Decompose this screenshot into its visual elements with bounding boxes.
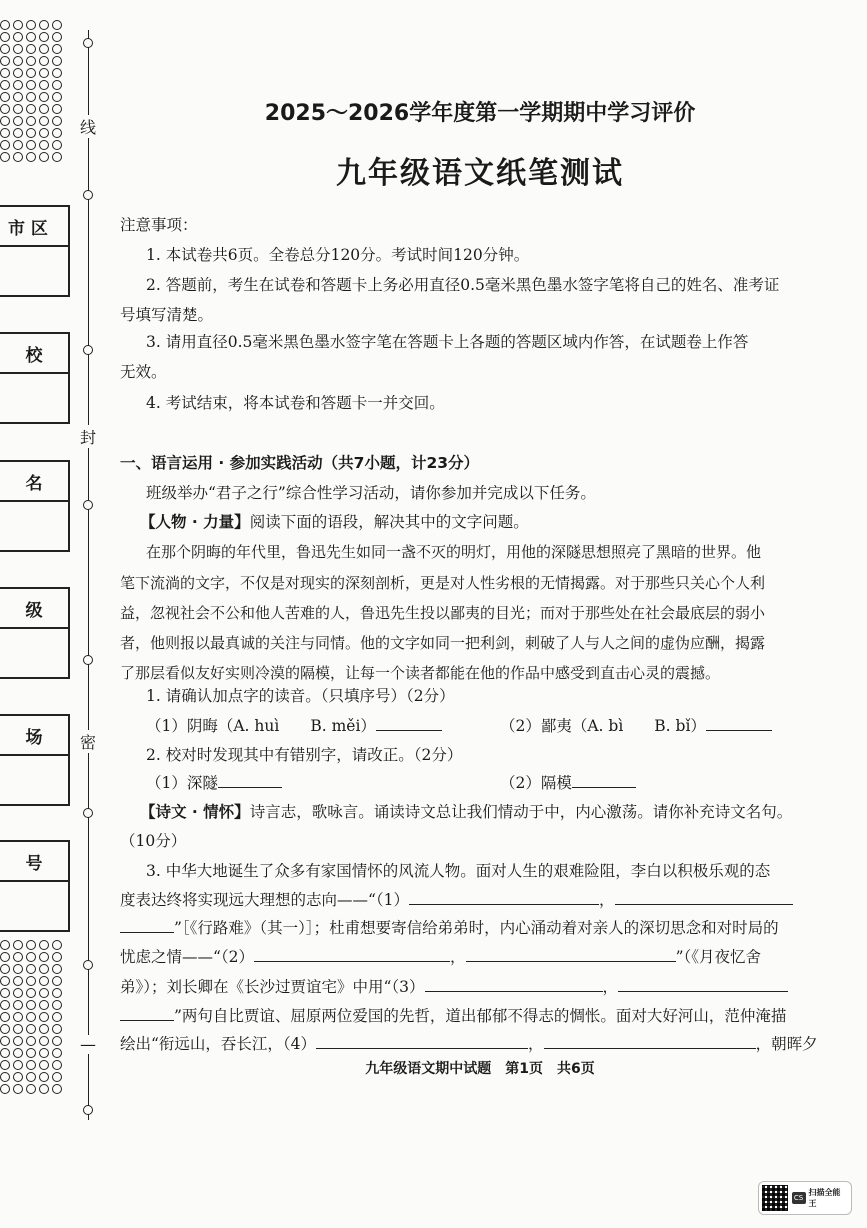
margin-dot [13,1072,23,1082]
margin-dot [0,1060,10,1070]
margin-dot [39,976,49,986]
margin-dot [0,1048,10,1058]
margin-dot [26,1012,36,1022]
page-footer: 九年级语文期中试题 第1页 共6页 [365,1061,595,1077]
q3-text: 忧虑之情——“（2） [120,948,255,966]
answer-blank[interactable] [120,914,174,933]
margin-dot [0,80,10,90]
margin-dot [0,1072,10,1082]
margin-dot [13,1048,23,1058]
section-intro: 班级举办“君子之行”综合性学习活动，请你参加并完成以下任务。 [146,484,596,502]
margin-dot [39,940,49,950]
task-tag: 【诗文 · 情怀】 [140,803,250,821]
passage-line: 笔下流淌的文字，不仅是对现实的深刻剖析，更是对人性劣根的无情揭露。对于那些只关心个人利 [120,574,766,592]
binding-line-dot [83,808,93,818]
q3-text: 度表达终将实现远大理想的志向——“（1） [120,891,410,909]
margin-dot [26,964,36,974]
notice-item: 4. 考试结束，将本试卷和答题卡一并交回。 [146,394,445,412]
margin-dot [39,152,49,162]
margin-dot [39,104,49,114]
binding-line-dot [83,38,93,48]
margin-dot [26,44,36,54]
margin-dot [39,140,49,150]
q3-text: ，朝晖夕 [755,1035,818,1053]
passage-line: 益，忽视社会不公和他人苦难的人，鲁迅先生投以鄙夷的目光；而对于那些处在社会最底层的弱小 [120,604,766,622]
margin-dot [52,1012,62,1022]
margin-dot [52,104,62,114]
info-label-class: 级 [0,589,68,629]
info-label-name: 名 [0,462,68,502]
margin-dot [26,140,36,150]
margin-dot [26,32,36,42]
margin-dot [0,1036,10,1046]
margin-dot [39,32,49,42]
info-label-seat-number: 号 [0,842,68,882]
margin-dot [0,140,10,150]
margin-dot [13,1024,23,1034]
answer-blank[interactable] [409,886,599,905]
binding-char-xian: 线 [80,115,96,138]
answer-blank[interactable] [615,886,793,905]
info-box-class [0,587,70,679]
margin-dot [0,104,10,114]
margin-dot [52,152,62,162]
answer-blank[interactable] [120,1002,174,1021]
margin-dot [39,1084,49,1094]
margin-dot [52,1048,62,1058]
margin-dot [52,988,62,998]
q2-item-b [500,768,636,799]
margin-dot [13,56,23,66]
margin-dot [39,1012,49,1022]
margin-dot [26,1072,36,1082]
binding-line-dot [83,655,93,665]
margin-dot [39,1060,49,1070]
margin-dot [52,56,62,66]
answer-blank[interactable] [254,943,450,962]
scanner-watermark [758,1181,852,1215]
q2-item-a [146,768,282,799]
margin-dot [13,152,23,162]
task-text: 阅读下面的语段，解决其中的文字问题。 [249,513,529,531]
q1-option-a [146,711,442,742]
passage-line: 在那个阴晦的年代里，鲁迅先生如同一盏不灭的明灯，用他的深隧思想照亮了黑暗的世界。他 [146,543,762,561]
q3-text: ”（《月夜忆舍 [675,948,761,966]
margin-dot [52,44,62,54]
margin-dot-pattern-bottom [0,940,70,1094]
section-heading: 一、语言运用 · 参加实践活动（共7小题，计23分） [120,454,480,472]
margin-dot [52,1036,62,1046]
margin-dot [0,32,10,42]
margin-dot [52,128,62,138]
question-3-line: 度表达终将实现远大理想的志向——“（1） ， [120,885,793,916]
margin-dot [13,1000,23,1010]
margin-dot [26,152,36,162]
margin-dot [52,1072,62,1082]
q3-text: ”［《行路难》（其一）］；杜甫想要寄信给弟弟时，内心涌动着对亲人的深切思念和对时局的 [174,919,779,937]
question-3-line: 3. 中华大地诞生了众多有家国情怀的风流人物。面对人生的艰难险阻，李白以积极乐观的态 [146,862,771,880]
margin-dot [0,116,10,126]
question-3-line [120,913,779,944]
margin-dot [13,1084,23,1094]
margin-dot [39,1000,49,1010]
margin-dot [13,952,23,962]
margin-dot [13,976,23,986]
margin-dot [26,20,36,30]
answer-blank[interactable] [706,712,772,731]
info-box-school [0,332,70,424]
answer-blank[interactable] [544,1030,756,1049]
question-3-line: 忧虑之情——“（2） ， ”（《月夜忆舍 [120,942,761,973]
margin-dot [0,152,10,162]
task-score: （10分） [120,832,187,850]
margin-dot [13,940,23,950]
passage-line: 了那层看似友好实则冷漠的隔模，让每一个读者都能在他的作品中感受到直击心灵的震撼。 [120,664,721,682]
margin-dot [39,80,49,90]
margin-dot [52,940,62,950]
answer-blank[interactable] [618,973,788,992]
margin-dot [13,20,23,30]
margin-dot [13,116,23,126]
margin-dot [0,976,10,986]
margin-dot [0,128,10,138]
task-line [140,507,529,538]
answer-blank[interactable] [218,769,282,788]
q2-item-b-text: （2）隔模 [500,774,572,792]
notice-item: 2. 答题前，考生在试卷和答题卡上务必用直径0.5毫米黑色墨水签字笔将自己的姓名、准考证 [146,276,780,294]
margin-dot [0,988,10,998]
margin-dot [39,128,49,138]
margin-dot [13,1012,23,1022]
margin-dot [13,1036,23,1046]
margin-dot [13,104,23,114]
margin-dot [39,952,49,962]
q1-option-a-text: （1）阴晦（A. huì B. měi） [146,717,376,735]
notice-item: 3. 请用直径0.5毫米黑色墨水签字笔在答题卡上各题的答题区域内作答，在试题卷上作答 [146,333,749,351]
margin-dot [13,80,23,90]
scanner-label: 扫描全能王 [808,1188,841,1208]
margin-dot [0,1024,10,1034]
margin-dot [26,56,36,66]
camscanner-logo-icon: CS [792,1192,806,1204]
binding-char-feng: 封 [80,425,96,448]
margin-dot [39,44,49,54]
margin-dot [0,940,10,950]
task-tag: 【人物 · 力量】 [140,513,250,531]
margin-dot [13,140,23,150]
margin-dot [13,92,23,102]
binding-char-dash: — [80,1035,96,1054]
info-label-exam-room: 场 [0,716,68,756]
notice-heading: 注意事项： [120,216,198,234]
task-text: 诗言志，歌咏言。诵读诗文总让我们情动于中，内心激荡。请你补充诗文名句。 [249,803,793,821]
info-label-school: 校 [0,334,68,374]
binding-line-dot [83,960,93,970]
margin-dot [26,1048,36,1058]
margin-dot [39,68,49,78]
margin-dot [52,976,62,986]
margin-dot [13,44,23,54]
margin-dot [26,1024,36,1034]
margin-dot-pattern-top [0,20,70,162]
margin-dot [39,92,49,102]
margin-dot [0,952,10,962]
margin-dot [26,80,36,90]
margin-dot [0,92,10,102]
answer-blank[interactable] [572,769,636,788]
question-3-line [120,1001,786,1032]
binding-line-dot [83,345,93,355]
margin-dot [39,1072,49,1082]
margin-dot [39,1036,49,1046]
margin-dot [0,964,10,974]
margin-dot [52,140,62,150]
qr-code-icon [762,1185,788,1211]
margin-dot [26,952,36,962]
binding-line-dot [83,190,93,200]
question-1: 1. 请确认加点字的读音。（只填序号）（2分） [146,687,455,705]
margin-dot [26,104,36,114]
question-3-line: 绘出“衔远山，吞长江，（4） ， ，朝晖夕 [120,1029,818,1060]
margin-dot [26,1000,36,1010]
margin-dot [52,68,62,78]
margin-dot [52,952,62,962]
info-box-district [0,205,70,297]
margin-dot [0,20,10,30]
q3-text: 弟》）；刘长卿在《长沙过贾谊宅》中用“（3） [120,978,425,996]
q2-item-a-text: （1）深隧 [146,774,218,792]
margin-dot [39,56,49,66]
margin-dot [0,1000,10,1010]
margin-dot [0,56,10,66]
margin-dot [26,1084,36,1094]
info-label-district: 市 区 [0,207,68,247]
margin-dot [52,92,62,102]
margin-dot [39,116,49,126]
notice-item: 1. 本试卷共6页。全卷总分120分。考试时间120分钟。 [146,246,530,264]
margin-dot [26,128,36,138]
answer-blank[interactable] [376,712,442,731]
margin-dot [52,80,62,90]
margin-dot [13,988,23,998]
passage-line: 者，他则报以最真诚的关注与同情。他的文字如同一把利剑，刺破了人与人之间的虚伪应酬，揭露 [120,634,766,652]
margin-dot [13,32,23,42]
margin-dot [0,1084,10,1094]
margin-dot [52,1084,62,1094]
margin-dot [26,1060,36,1070]
margin-dot [39,1048,49,1058]
answer-blank[interactable] [316,1030,528,1049]
margin-dot [52,1024,62,1034]
exam-main-title: 九年级语文纸笔测试 [336,156,624,191]
info-box-name [0,460,70,552]
binding-char-mi: 密 [80,730,96,753]
margin-dot [26,1036,36,1046]
margin-dot [52,32,62,42]
margin-dot [39,988,49,998]
notice-item: 号填写清楚。 [120,306,214,324]
margin-dot [13,1060,23,1070]
margin-dot [52,1000,62,1010]
q1-option-b [500,711,772,742]
notice-item: 无效。 [120,363,167,381]
margin-dot [39,1024,49,1034]
margin-dot [13,964,23,974]
margin-dot [26,92,36,102]
q3-text: 绘出“衔远山，吞长江，（4） [120,1035,317,1053]
margin-dot [26,68,36,78]
question-3-line: 弟》）；刘长卿在《长沙过贾谊宅》中用“（3） ， [120,972,788,1003]
answer-blank[interactable] [466,943,676,962]
margin-dot [39,20,49,30]
margin-dot [39,964,49,974]
margin-dot [26,988,36,998]
q3-text: ”两句自比贾谊、屈原两位爱国的先哲，道出郁郁不得志的惆怅。面对大好河山，范仲淹描 [174,1007,787,1025]
margin-dot [26,940,36,950]
binding-line-dot [83,500,93,510]
margin-dot [0,68,10,78]
margin-dot [0,1012,10,1022]
margin-dot [0,44,10,54]
margin-dot [26,116,36,126]
task-line [140,797,792,828]
question-2: 2. 校对时发现其中有错别字，请改正。（2分） [146,746,463,764]
binding-line-dot [83,1105,93,1115]
margin-dot [52,116,62,126]
info-box-exam-room [0,714,70,806]
margin-dot [13,128,23,138]
q1-option-b-text: （2）鄙夷（A. bì B. bǐ） [500,717,706,735]
info-box-seat-number [0,840,70,932]
margin-dot [13,68,23,78]
margin-dot [52,20,62,30]
exam-year-title: 2025～2026学年度第一学期期中学习评价 [264,101,696,126]
margin-dot [26,976,36,986]
answer-blank[interactable] [425,973,603,992]
margin-dot [52,1060,62,1070]
margin-dot [52,964,62,974]
